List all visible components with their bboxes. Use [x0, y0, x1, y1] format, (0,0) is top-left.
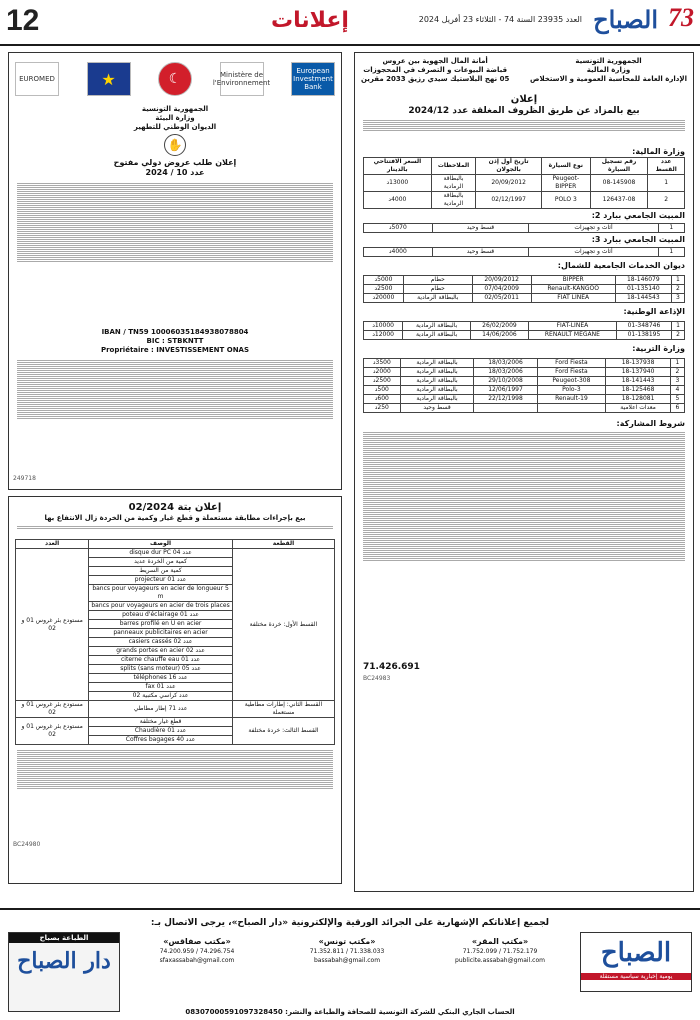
- cell: Polo-3: [537, 386, 606, 395]
- cell: 600د: [364, 395, 401, 404]
- eib-logo: European Investment Bank: [291, 62, 335, 96]
- group-label-univ3: المبيت الجامعي ببارد 3:: [591, 235, 685, 244]
- footer-banner: [0, 908, 700, 1020]
- cell: 13000د: [364, 175, 432, 192]
- table-row: كمية من السريط: [89, 567, 233, 576]
- cell: POLO 3: [541, 192, 590, 209]
- table-row: قطع غيار مختلفة: [89, 718, 233, 727]
- table-row: [364, 359, 685, 368]
- table-row: disque dur PC 04 عدد: [89, 549, 233, 558]
- masthead-name: الصباح: [593, 5, 658, 34]
- table-row: Chaudière 01 عدد: [89, 727, 233, 736]
- cell: 02/12/1997: [476, 192, 542, 209]
- table-row: [364, 377, 685, 386]
- services-table: [363, 275, 685, 303]
- office-email: sfaxassabah@gmail.com: [159, 957, 235, 964]
- cell: 2500د: [364, 285, 404, 294]
- cell: Peugeot-BIPPER: [541, 175, 590, 192]
- cell: 29/10/2008: [474, 377, 537, 386]
- authority-line-3: الديوان الوطني للتطهير: [133, 123, 217, 131]
- cell: 26/02/2009: [471, 322, 529, 331]
- cell: بالبطاقة الرمادية: [400, 377, 474, 386]
- office-email: publicite.assabah@gmail.com: [455, 957, 545, 964]
- table-row: [364, 404, 685, 413]
- sale-lots-table: [15, 539, 335, 745]
- table-row: [364, 285, 685, 294]
- group-label-services: ديوان الخدمات الجامعية للشمال:: [557, 261, 685, 270]
- cell: BIPPER: [531, 276, 615, 285]
- footer-logo-left: [8, 932, 120, 1012]
- cell: 01-135140: [615, 285, 671, 294]
- notice-word: إعلان: [510, 94, 538, 105]
- table-row: casiers cassés 02 عدد: [89, 638, 233, 647]
- cell: RENAULT MEGANE: [528, 331, 616, 340]
- conditions-title: شروط المشاركة:: [616, 419, 685, 428]
- cell: 5070د: [364, 224, 433, 233]
- lot1-location: مستودع بئر غروس 01 و 02: [16, 549, 89, 701]
- cell: [537, 404, 606, 413]
- cell: قسط وحيد: [432, 248, 529, 257]
- table-row: barres profilé en U en acier: [89, 620, 233, 629]
- univ2-table: [363, 223, 685, 233]
- table-row: [364, 224, 685, 233]
- euromed-logo: EUROMED: [15, 62, 59, 96]
- cell: 4: [670, 386, 684, 395]
- table-row: bancs pour voyageurs en acier de trois places: [89, 602, 233, 611]
- table-row: 02 عدد كراسي مكتبية: [89, 692, 233, 701]
- cell: 5: [670, 395, 684, 404]
- authority-line-2: وزارة البيئة: [155, 114, 195, 122]
- cell: 3: [670, 377, 684, 386]
- col-header: عدد القسط: [648, 158, 685, 175]
- office-phones: 71.338.033 / 71.352.811: [309, 948, 385, 955]
- office-block: [361, 57, 509, 83]
- proprietor-text: Propriétaire : INVESTISSEMENT ONAS: [100, 346, 250, 354]
- authority-line-1: الجمهورية التونسية: [141, 105, 209, 113]
- page-number: 12: [6, 4, 40, 37]
- cell: بالبطاقة الرمادية: [431, 192, 476, 209]
- cell: بالبطاقة الرمادية: [400, 395, 474, 404]
- table-row: [364, 276, 685, 285]
- tender-body-text: [9, 178, 341, 328]
- sale-lots-table-wrap: [9, 539, 341, 745]
- cell: 08-145908: [590, 175, 648, 192]
- national-table-wrap: [355, 321, 693, 340]
- authority-line: وزارة المالية: [586, 66, 631, 74]
- cell: بالبطاقة الرمادية: [400, 368, 474, 377]
- ad-code: 249718: [13, 475, 36, 482]
- sale-conditions-text: [9, 745, 341, 841]
- iban-text: IBAN / TN59 10006035184938078804: [101, 328, 249, 336]
- cell: 18-125468: [606, 386, 671, 395]
- col-header-desc: الوصف: [89, 540, 233, 549]
- cell: 01-138195: [616, 331, 671, 340]
- finance-table-wrap: [355, 157, 693, 209]
- right-auction-ad: [354, 52, 694, 892]
- table-row: splits (sans moteur) 05 عدد: [89, 665, 233, 674]
- table-row: [364, 322, 685, 331]
- cell: 18-144543: [615, 294, 671, 303]
- auction-header: [355, 53, 693, 87]
- univ3-table-wrap: [355, 247, 693, 257]
- cell: 4000د: [364, 192, 432, 209]
- left-sale-ad: [8, 496, 342, 884]
- cell: حطام: [403, 276, 472, 285]
- table-row: [364, 294, 685, 303]
- table-row: téléphones 16 عدد: [89, 674, 233, 683]
- cell: 07/04/2009: [472, 285, 531, 294]
- cell: 18/03/2006: [474, 359, 537, 368]
- lot2-location: مستودع بئر غروس 01 و 02: [16, 701, 89, 718]
- cell: 02/05/2011: [472, 294, 531, 303]
- table-row: bancs pour voyageurs en acier de longueur 5 m: [89, 585, 233, 602]
- cell: بالبطاقة الرمادية: [431, 175, 476, 192]
- cell: 4000د: [364, 248, 433, 257]
- cell: 1: [670, 359, 684, 368]
- cell: أثاث و تجهيزات: [529, 248, 658, 257]
- cell: 10000د: [364, 322, 403, 331]
- group-label-univ2: المبيت الجامعي ببارد 2:: [591, 211, 685, 220]
- office-name: «مكتب تونس»: [318, 937, 376, 946]
- services-table-wrap: [355, 275, 693, 303]
- cell: 500د: [364, 386, 401, 395]
- cell: قسط وحيد: [400, 404, 474, 413]
- left-tender-ad: [8, 52, 342, 490]
- auction-title: بيع بالمزاد عن طريق الظروف المغلقة عدد 2024/12: [408, 106, 640, 116]
- tender-conditions-text: [9, 355, 341, 475]
- ministry-logo: Ministère de l'Environnement: [220, 62, 264, 96]
- col-header: تاريخ أول إذن بالجولان: [476, 158, 542, 175]
- cell: FIAT LINEA: [531, 294, 615, 303]
- cell: Ford Fiesta: [537, 368, 606, 377]
- table-row: grands portes en acier 02 عدد: [89, 647, 233, 656]
- sale-subtitle: بيع بإجراءات مطابقة مستعملة و قطع غيار وكمية من الخردة زال الانتفاع بها: [44, 514, 306, 522]
- cell: 22/12/1998: [474, 395, 537, 404]
- footer-logo-right: [580, 932, 692, 992]
- table-row: [364, 386, 685, 395]
- col-header: رقم تسجيل السيارة: [590, 158, 648, 175]
- cell: 3500د: [364, 359, 401, 368]
- cell: FIAT-LINEA: [528, 322, 616, 331]
- cell: Renault-19: [537, 395, 606, 404]
- contact-phone: 71.426.691: [363, 662, 420, 672]
- office-tunis: [272, 936, 422, 1008]
- table-row: [364, 395, 685, 404]
- masthead-logo: [586, 3, 694, 39]
- cell: 5000د: [364, 276, 404, 285]
- footer-logo-name: الصباح: [600, 938, 672, 968]
- lot3-label: القسط الثالث: خردة مختلفة: [232, 718, 334, 745]
- cell: Ford Fiesta: [537, 359, 606, 368]
- issue-line: العدد 23935 السنة 74 - الثلاثاء 23 أفريل 2024: [418, 15, 582, 24]
- onas-logo: ✋: [9, 134, 341, 156]
- cell: 18-137938: [606, 359, 671, 368]
- cell: 1: [658, 248, 684, 257]
- cell: 3: [671, 294, 684, 303]
- col-header: السعر الافتتاحي بالدينار: [364, 158, 432, 175]
- cell: 126437-08: [590, 192, 648, 209]
- office-name: «مكتب صفاقس»: [163, 937, 231, 946]
- cell: بالبطاقة الرمادية: [400, 359, 474, 368]
- authority-line: الإدارة العامة للمحاسبة العمومية و الاستخلاص: [530, 75, 687, 83]
- national-table: [363, 321, 685, 340]
- cell: 1: [658, 224, 684, 233]
- masthead-number: 73: [668, 3, 694, 32]
- authority-line: الجمهورية التونسية: [575, 57, 642, 65]
- col-header-lot: القطعة: [232, 540, 334, 549]
- sale-intro-text: [9, 523, 341, 539]
- group-label-finance: وزارة المالية:: [632, 147, 685, 156]
- cell: 2: [648, 192, 685, 209]
- cell: 18-128081: [606, 395, 671, 404]
- table-row: panneaux publicitaires en acier: [89, 629, 233, 638]
- cell: 2000د: [364, 368, 401, 377]
- table-row: projecteur 01 عدد: [89, 576, 233, 585]
- table-row: fax 01 عدد: [89, 683, 233, 692]
- cell: 2: [672, 331, 685, 340]
- lot3-location: مستودع بئر غروس 01 و 02: [16, 718, 89, 745]
- cell: 18-141443: [606, 377, 671, 386]
- cell: 12000د: [364, 331, 403, 340]
- table-row: [364, 248, 685, 257]
- ad-code: BC24983: [363, 675, 391, 682]
- cell: معدات اعلامية: [606, 404, 671, 413]
- conditions-text: [355, 432, 693, 662]
- cell: 20000د: [364, 294, 404, 303]
- table-row: poteau d'éclairage 01 عدد: [89, 611, 233, 620]
- table-row: [364, 331, 685, 340]
- footer-logo-left-tagline: الطباعة بصباح: [9, 933, 119, 943]
- cell: 2: [670, 368, 684, 377]
- col-header: الملاحظات: [431, 158, 476, 175]
- education-table: [363, 358, 685, 413]
- cell: بالبطاقة الرمادية: [403, 331, 471, 340]
- bic-text: BIC : STBKNTT: [146, 337, 204, 345]
- ad-code: BC24980: [13, 841, 41, 848]
- education-table-wrap: [355, 358, 693, 413]
- cell: 1: [671, 276, 684, 285]
- cell: 1: [672, 322, 685, 331]
- cell: 20/09/2012: [476, 175, 542, 192]
- office-line: قباضة البيوعات و التصرف في المحجوزات: [363, 66, 508, 74]
- footer-logo-left-name: دار الصباح: [17, 948, 111, 974]
- office-line: 05 نهج البلاستيك سيدي رزيق 2033 مقرين: [361, 75, 510, 83]
- left-column: [8, 52, 342, 892]
- tender-ref: عدد 10 / 2024: [145, 168, 205, 177]
- authority-block: [530, 57, 687, 83]
- tender-title: إعلان طلب عروض دولي مفتوح: [113, 158, 237, 167]
- cell: 20/09/2012: [472, 276, 531, 285]
- col-header-qty: العدد: [16, 540, 89, 549]
- cell: 14/06/2006: [471, 331, 529, 340]
- cell: 12/06/1997: [474, 386, 537, 395]
- table-row: [364, 368, 685, 377]
- footer-iban: الحساب الجاري البنكي للشركة التونسية للصحافة والطباعة والنشر: 08307000591097328450: [185, 1008, 515, 1016]
- tunisia-emblem-icon: ☾: [158, 62, 192, 96]
- cell: 18/03/2006: [474, 368, 537, 377]
- office-line: أمانة المال الجهوية بين عروس: [382, 57, 488, 65]
- cell: حطام: [403, 285, 472, 294]
- cell: 250د: [364, 404, 401, 413]
- group-label-education: وزارة التربية:: [632, 344, 685, 353]
- table-row: Coffres bagages 40 عدد: [89, 736, 233, 745]
- office-email: bassabah@gmail.com: [313, 957, 381, 964]
- footer-banner-text: لجميع إعلاناتكم الإشهارية على الجرائد الورقية والإلكترونية «دار الصباح»، يرجى الاتصال بـ:: [150, 918, 550, 928]
- cell: 2: [671, 285, 684, 294]
- lot2-label: القسط الثاني: إطارات مطاطية مستعملة: [232, 701, 334, 718]
- univ3-table: [363, 247, 685, 257]
- section-title: إعلانات: [271, 8, 349, 33]
- table-row: عدد 71 إطار مطاطي: [89, 701, 233, 718]
- cell: 01-348746: [616, 322, 671, 331]
- cell: أثاث و تجهيزات: [529, 224, 658, 233]
- office-phones: 74.296.754 / 74.200.959: [159, 948, 235, 955]
- sale-title: إعلان بتة 02/2024: [128, 502, 222, 513]
- table-row: [364, 192, 685, 209]
- table-row: كمية من الخردة عديد: [89, 558, 233, 567]
- cell: 18-137940: [606, 368, 671, 377]
- univ2-table-wrap: [355, 223, 693, 233]
- cell: 1: [648, 175, 685, 192]
- col-header: نوع السيارة: [541, 158, 590, 175]
- cell: 18-146079: [615, 276, 671, 285]
- table-row: [364, 175, 685, 192]
- group-label-national: الإذاعة الوطنية:: [623, 307, 685, 316]
- office-phones: 71.752.179 / 71.752.099: [462, 948, 538, 955]
- lot1-label: القسط الأول: خردة مختلفة: [232, 549, 334, 701]
- auction-intro-text: [355, 117, 693, 147]
- eu-flag-icon: ★: [87, 62, 131, 96]
- cell: [474, 404, 537, 413]
- cell: Peugeot-308: [537, 377, 606, 386]
- footer-logo-tagline: يومية إخبارية سياسية مستقلة: [581, 973, 691, 980]
- cell: 2500د: [364, 377, 401, 386]
- sponsor-logos: [9, 53, 341, 105]
- office-sfax: [122, 936, 272, 1008]
- cell: بالبطاقة الرمادية: [403, 294, 472, 303]
- office-name: «مكتب المقر»: [471, 937, 529, 946]
- cell: Renault-KANGOO: [531, 285, 615, 294]
- cell: بالبطاقة الرمادية: [400, 386, 474, 395]
- finance-table: [363, 157, 685, 209]
- cell: 6: [670, 404, 684, 413]
- page-header: [0, 0, 700, 46]
- cell: بالبطاقة الرمادية: [403, 322, 471, 331]
- table-row: citerne chauffe eau 01 عدد: [89, 656, 233, 665]
- office-hq: [425, 936, 575, 1008]
- cell: قسط وحيد: [432, 224, 529, 233]
